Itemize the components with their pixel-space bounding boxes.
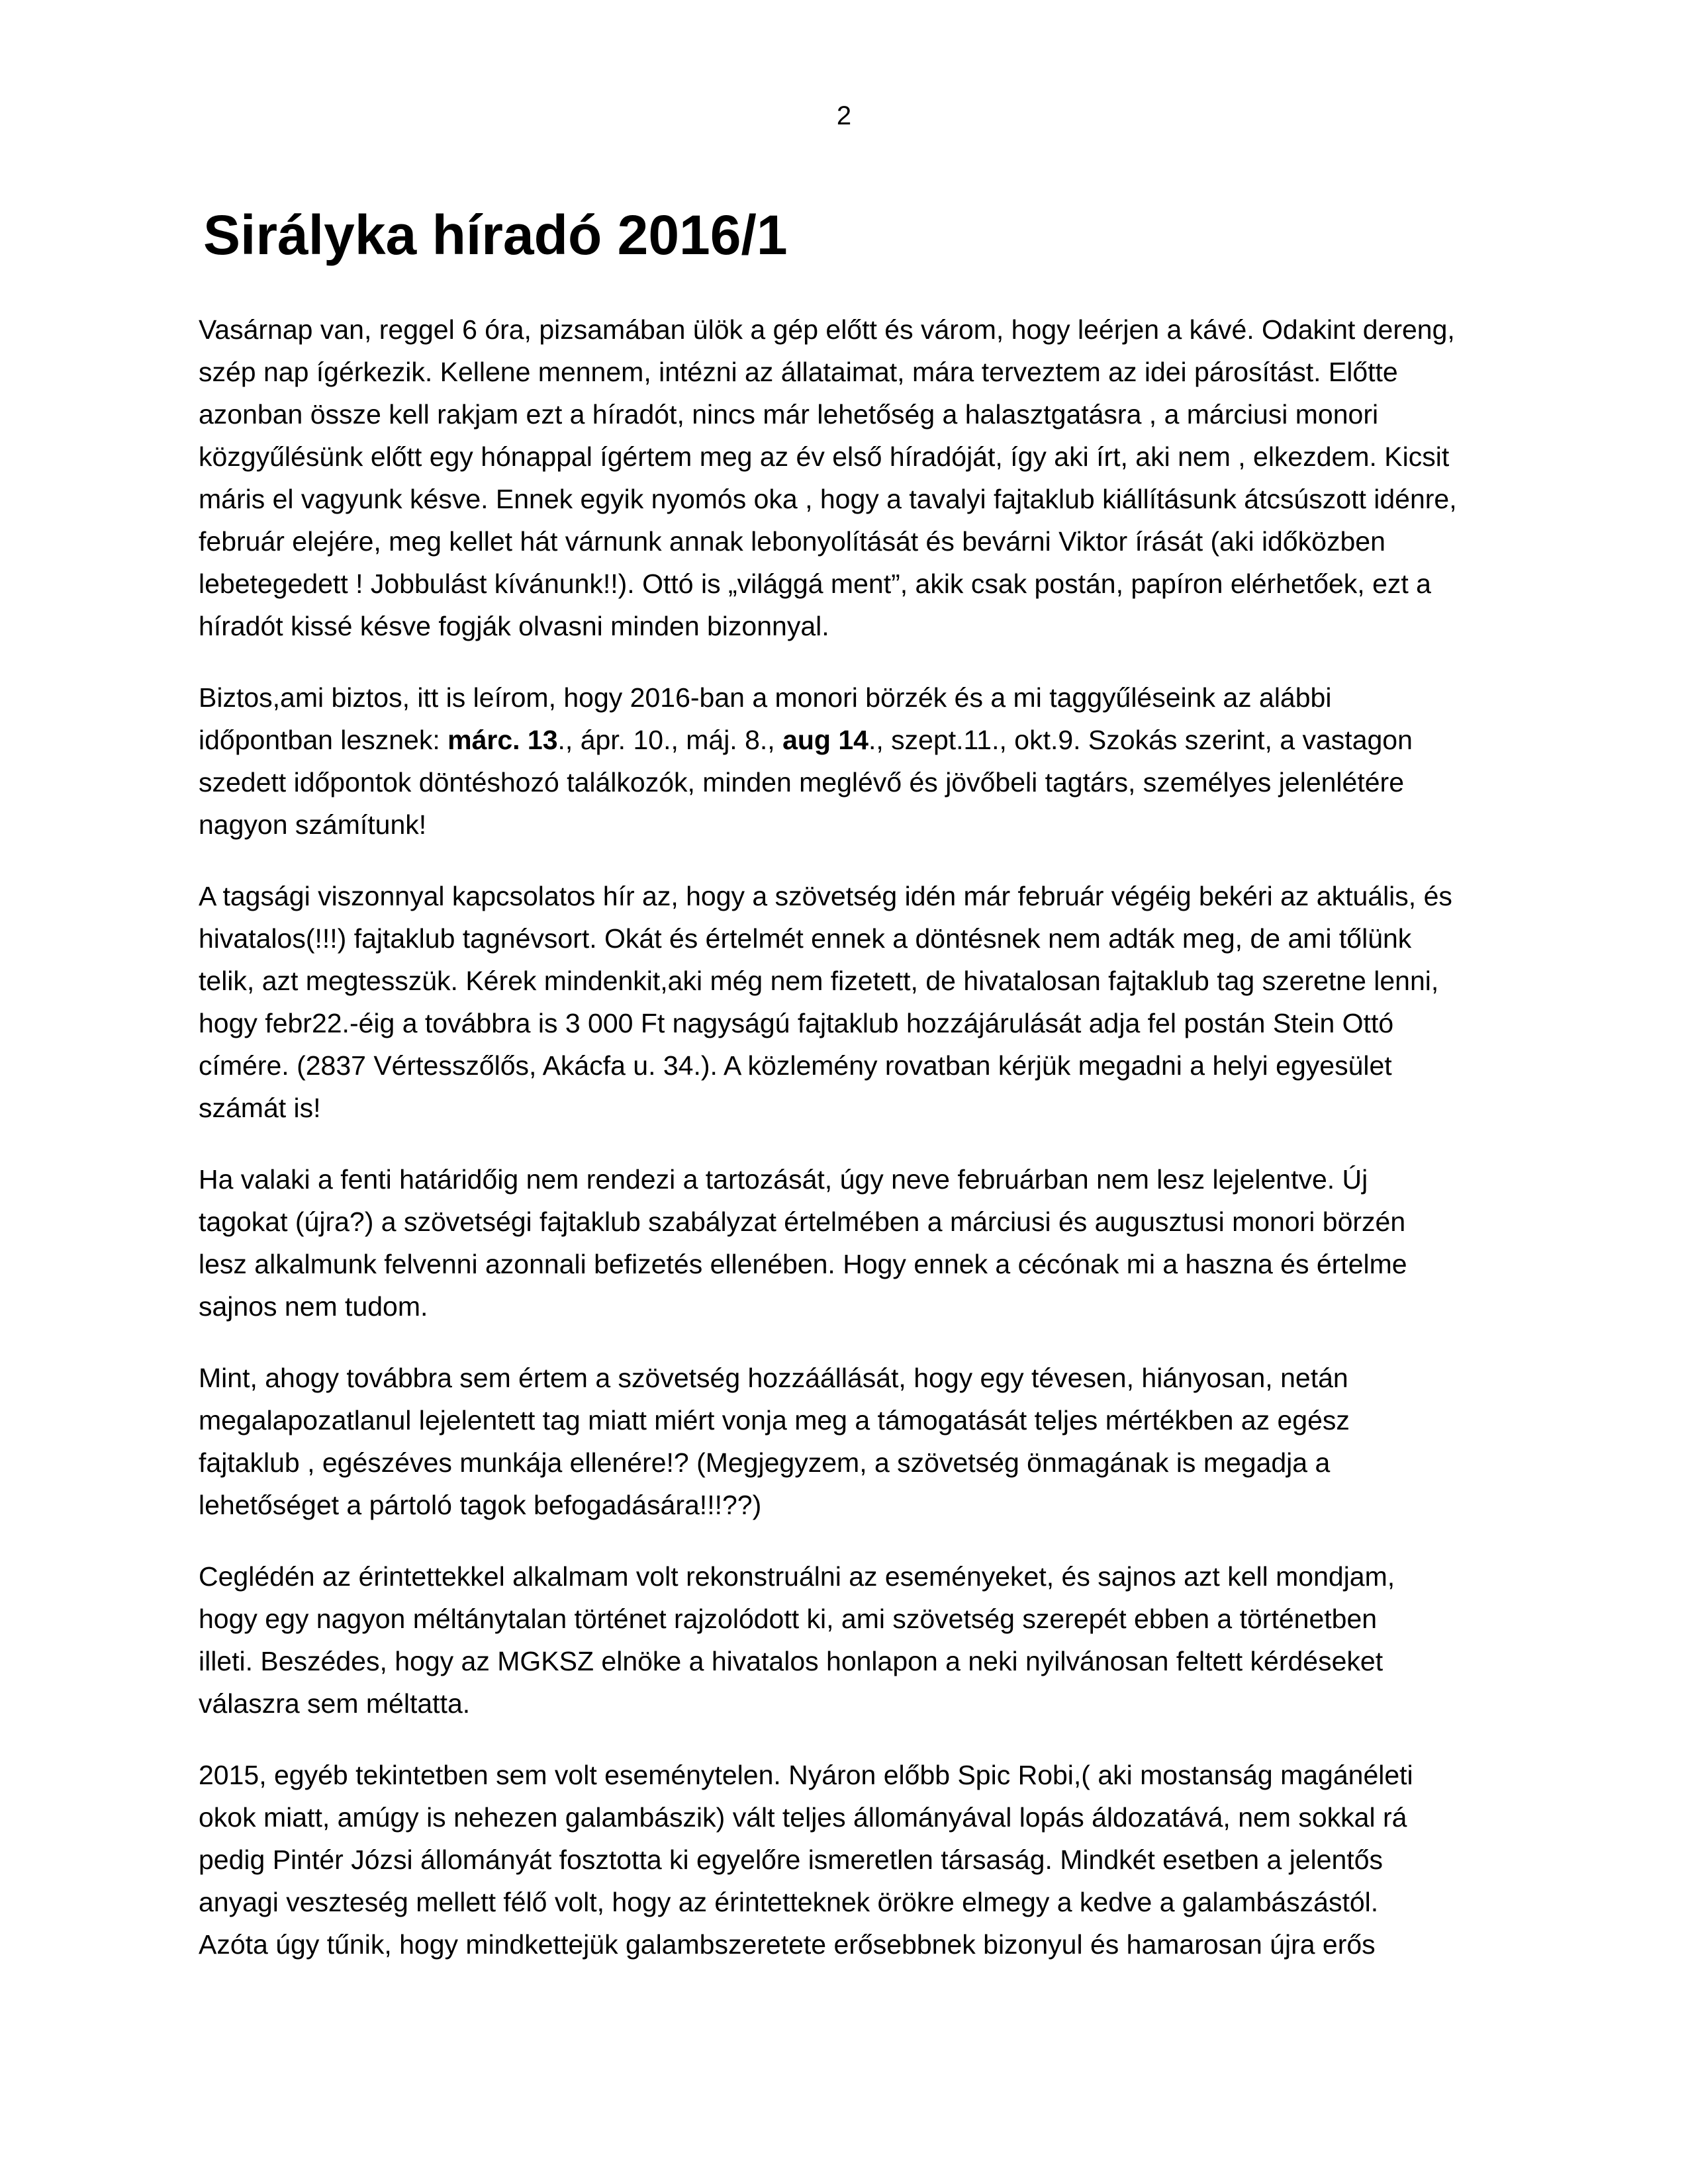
text-line: Azóta úgy tűnik, hogy mindkettejük galambszeretete erősebbnek bizonyul és hamarosan újra erős (199, 1929, 1376, 1960)
text-line: szép nap ígérkezik. Kellene mennem, intézni az állataimat, mára terveztem az idei párosítást. Előtte (199, 357, 1398, 387)
text-line: Ceglédén az érintettekkel alkalmam volt rekonstruálni az eseményeket, és sajnos azt kell mondjam, (199, 1561, 1395, 1592)
text-line: telik, azt megtesszük. Kérek mindenkit,aki még nem fizetett, de hivatalosan fajtaklub tag szeretne lenni, (199, 966, 1439, 996)
text-line: címére. (2837 Vértesszőlős, Akácfa u. 34.). A közlemény rovatban kérjük megadni a helyi egyesület (199, 1050, 1392, 1081)
text-line: hivatalos(!!!) fajtaklub tagnévsort. Okát és értelmét ennek a döntésnek nem adták meg, de ami tőlünk (199, 923, 1412, 954)
text-line: A tagsági viszonnyal kapcsolatos hír az, hogy a szövetség idén már február végéig bekéri az aktuális, és (199, 881, 1452, 911)
dates-line (199, 719, 1503, 761)
text-line: válaszra sem méltatta. (199, 1688, 471, 1719)
text-line: lebetegedett ! Jobbulást kívánunk!!). Ottó is „világgá ment”, akik csak postán, papíron elérhetőek, ezt a (199, 569, 1431, 599)
text-line: nagyon számítunk! (199, 809, 427, 840)
text-line: illeti. Beszédes, hogy az MGKSZ elnöke a hivatalos honlapon a neki nyilvánosan feltett kérdéseket (199, 1646, 1383, 1676)
document-body (199, 308, 1503, 1995)
text-line: sajnos nem tudom. (199, 1291, 428, 1322)
bold-date-march: márc. 13 (447, 725, 558, 755)
text-line: közgyűlésünk előtt egy hónappal ígértem meg az év első híradóját, így aki írt, aki nem , elkezdem. Kicsit (199, 441, 1450, 472)
text-line: hogy febr22.-éig a továbbra is 3 000 Ft nagyságú fajtaklub hozzájárulását adja fel postán Stein Ottó (199, 1008, 1394, 1038)
text-line: híradót kissé késve fogják olvasni minden bizonnyal. (199, 611, 829, 641)
paragraph-deadline (199, 1158, 1503, 1328)
text-line: Biztos,ami biztos, itt is leírom, hogy 2016-ban a monori börzék és a mi taggyűléseink az alábbi (199, 682, 1332, 713)
page-number: 2 (836, 101, 852, 130)
text-line: fajtaklub , egészéves munkája ellenére!? (Megjegyzem, a szövetség önmagának is megadja a (199, 1447, 1331, 1478)
text-line: pedig Pintér Józsi állományát fosztotta ki egyelőre ismeretlen társaság. Mindkét esetben a jelentős (199, 1844, 1383, 1875)
text-line: máris el vagyunk késve. Ennek egyik nyomós oka , hogy a tavalyi fajtaklub kiállításunk átcsúszott idénre, (199, 484, 1457, 514)
text-line: hogy egy nagyon méltánytalan történet rajzolódott ki, ami szövetség szerepét ebben a történetben (199, 1604, 1378, 1634)
document-title: Sirályka híradó 2016/1 (203, 204, 788, 266)
text-line: Vasárnap van, reggel 6 óra, pizsamában ülök a gép előtt és várom, hogy leérjen a kávé. Odakint dereng, (199, 314, 1455, 345)
paragraph-2015-events (199, 1754, 1503, 1966)
paragraph-membership (199, 875, 1503, 1129)
text-line: azonban össze kell rakjam ezt a híradót, nincs már lehetőség a halasztgatásra , a márciusi monori (199, 399, 1379, 430)
text-line: lehetőséget a pártoló tagok befogadására!!!??) (199, 1490, 762, 1520)
text-line: február elejére, meg kellet hát várnunk annak lebonyolítását és bevárni Viktor írását (aki időközben (199, 526, 1385, 557)
paragraph-federation (199, 1357, 1503, 1526)
text-line: megalapozatlanul lejelentett tag miatt miért vonja meg a támogatását teljes mértékben az egész (199, 1405, 1350, 1435)
paragraph-intro (199, 308, 1503, 647)
paragraph-meeting-dates (199, 676, 1503, 846)
dates-middle: ., ápr. 10., máj. 8., (557, 725, 783, 755)
text-line: számát is! (199, 1093, 321, 1123)
text-line: tagokat (újra?) a szövetségi fajtaklub szabályzat értelmében a márciusi és augusztusi monori börzén (199, 1206, 1406, 1237)
text-line: lesz alkalmunk felvenni azonnali befizetés ellenében. Hogy ennek a cécónak mi a haszna és értelme (199, 1249, 1407, 1279)
paragraph-cegled (199, 1555, 1503, 1725)
dates-suffix: ., szept.11., okt.9. Szokás szerint, a vastagon (868, 725, 1413, 755)
text-line: Ha valaki a fenti határidőig nem rendezi a tartozását, úgy neve februárban nem lesz lejelentve. Új (199, 1164, 1368, 1195)
text-line: okok miatt, amúgy is nehezen galambászik) vált teljes állományával lopás áldozatává, nem sokkal rá (199, 1802, 1407, 1833)
bold-date-august: aug 14 (782, 725, 868, 755)
text-line: anyagi veszteség mellett félő volt, hogy az érintetteknek örökre elmegy a kedve a galambászástól. (199, 1887, 1379, 1917)
dates-prefix: időpontban lesznek: (199, 725, 448, 755)
text-line: Mint, ahogy továbbra sem értem a szövetség hozzáállását, hogy egy tévesen, hiányosan, netán (199, 1363, 1348, 1393)
text-line: szedett időpontok döntéshozó találkozók, minden meglévő és jövőbeli tagtárs, személyes jelenlétére (199, 767, 1404, 797)
text-line: 2015, egyéb tekintetben sem volt eseménytelen. Nyáron előbb Spic Robi,( aki mostanság magánéleti (199, 1760, 1413, 1790)
